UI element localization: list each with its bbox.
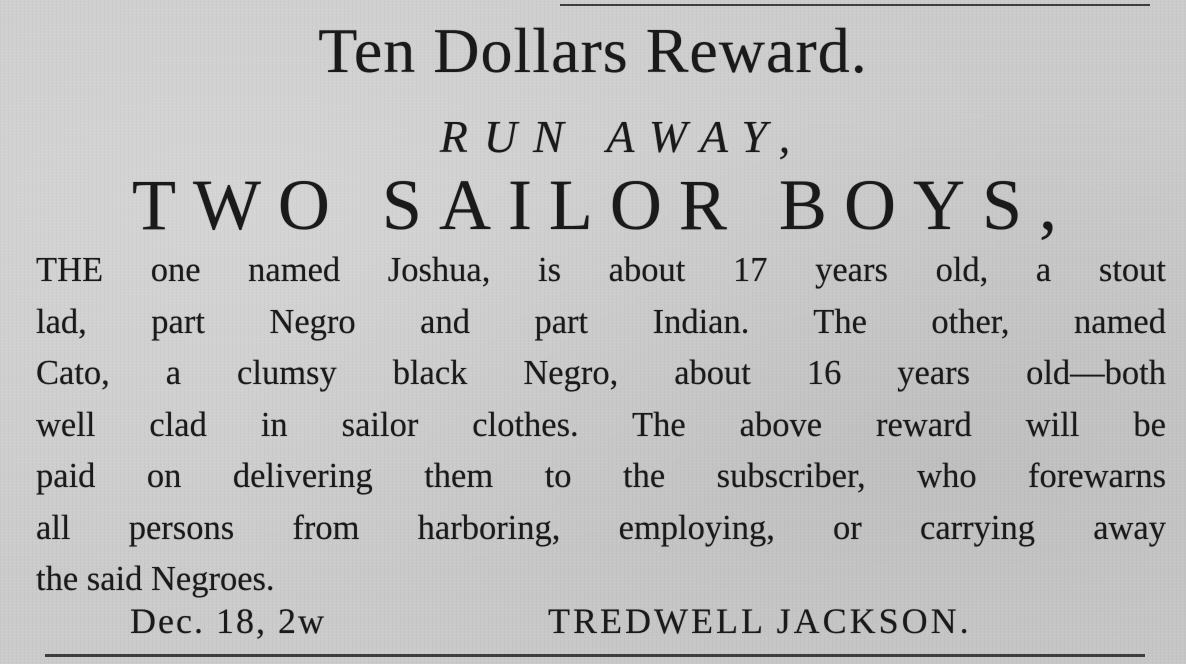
body-line: THE one named Joshua, is about 17 years old, a stout (36, 251, 1166, 289)
body-line: Cato, a clumsy black Negro, about 16 years old—both (36, 354, 1166, 392)
bottom-column-rule (45, 654, 1145, 657)
body-line: paid on delivering them to the subscriber, who forewarns (36, 457, 1166, 495)
body-line: all persons from harboring, employing, or carrying away (36, 508, 1166, 547)
signature: TREDWELL JACKSON. (548, 601, 972, 641)
headline-reward: Ten Dollars Reward. (318, 15, 868, 86)
headline-run-away: RUN AWAY, (439, 111, 807, 162)
body-line: lad, part Negro and part Indian. The other, named (36, 302, 1166, 341)
headline-subject: TWO SAILOR BOYS, (131, 165, 1074, 245)
body-line: the said Negroes. (36, 560, 275, 598)
advertisement-body (36, 245, 1166, 606)
body-line: well clad in sailor clothes. The above reward will be (36, 405, 1166, 444)
top-column-rule (560, 4, 1150, 6)
date-line: Dec. 18, 2w (130, 601, 326, 641)
